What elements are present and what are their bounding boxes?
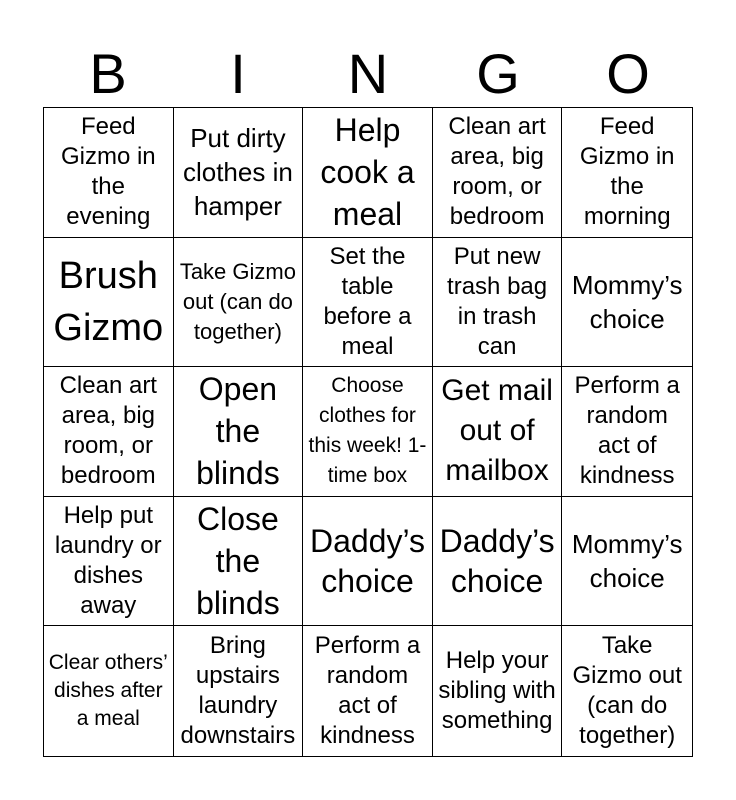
bingo-cell[interactable] bbox=[562, 238, 692, 368]
cell-text: Take Gizmo out (can do together) bbox=[572, 632, 682, 750]
bingo-cell[interactable] bbox=[174, 497, 304, 627]
cell-text: Choose clothes for this week! 1- time box bbox=[308, 374, 427, 488]
cell-text: Clean art area, big room, or bedroom bbox=[59, 372, 157, 490]
bingo-cell[interactable] bbox=[44, 626, 174, 756]
bingo-cell[interactable] bbox=[433, 108, 563, 238]
cell-text: Daddy’s choice bbox=[439, 523, 555, 600]
cell-text: Set the table before a meal bbox=[323, 242, 412, 360]
bingo-cell[interactable] bbox=[433, 626, 563, 756]
bingo-cell[interactable] bbox=[174, 626, 304, 756]
cell-text: Open the blinds bbox=[196, 371, 280, 492]
bingo-cell[interactable] bbox=[303, 626, 433, 756]
bingo-cell[interactable] bbox=[44, 108, 174, 238]
cell-text: Get mail out of mailbox bbox=[441, 374, 553, 488]
cell-text: Perform a random act of kindness bbox=[314, 632, 421, 750]
bingo-header bbox=[43, 40, 693, 108]
cell-text: Put dirty clothes in hamper bbox=[182, 123, 293, 222]
cell-text: Mommy’s choice bbox=[571, 269, 683, 334]
bingo-board bbox=[43, 107, 693, 757]
cell-text: Clear others’ dishes after a meal bbox=[48, 651, 168, 731]
bingo-cell[interactable] bbox=[44, 238, 174, 368]
bingo-cell[interactable] bbox=[44, 367, 174, 497]
bingo-cell[interactable] bbox=[303, 367, 433, 497]
cell-text: Mommy’s choice bbox=[571, 529, 683, 594]
header-letter-n: N bbox=[347, 42, 389, 105]
cell-text: Help your sibling with something bbox=[438, 647, 556, 735]
bingo-cell[interactable] bbox=[433, 238, 563, 368]
bingo-cell[interactable] bbox=[562, 367, 692, 497]
cell-text: Feed Gizmo in the evening bbox=[60, 113, 156, 231]
bingo-cell[interactable] bbox=[303, 108, 433, 238]
bingo-cell[interactable] bbox=[174, 238, 304, 368]
bingo-cell[interactable] bbox=[433, 497, 563, 627]
bingo-cell[interactable] bbox=[562, 108, 692, 238]
header-letter-b: B bbox=[89, 42, 127, 105]
bingo-cell[interactable] bbox=[174, 367, 304, 497]
bingo-cell[interactable] bbox=[174, 108, 304, 238]
bingo-cell[interactable] bbox=[303, 497, 433, 627]
cell-text: Perform a random act of kindness bbox=[574, 372, 680, 490]
bingo-cell[interactable] bbox=[433, 367, 563, 497]
header-letter-g: G bbox=[476, 42, 520, 105]
cell-text: Feed Gizmo in the morning bbox=[579, 113, 675, 231]
cell-text: Bring upstairs laundry downstairs bbox=[180, 632, 296, 750]
cell-text: Daddy’s choice bbox=[309, 523, 425, 600]
bingo-cell[interactable] bbox=[562, 497, 692, 627]
cell-text: Clean art area, big room, or bedroom bbox=[448, 113, 546, 231]
cell-text: Put new trash bag in trash can bbox=[447, 242, 548, 360]
cell-text: Help put laundry or dishes away bbox=[54, 502, 162, 620]
bingo-cell[interactable] bbox=[44, 497, 174, 627]
cell-text: Close the blinds bbox=[196, 501, 280, 622]
header-letter-i: I bbox=[230, 42, 246, 105]
cell-text: Help cook a meal bbox=[320, 112, 415, 233]
cell-text: Brush Gizmo bbox=[53, 254, 164, 349]
bingo-cell[interactable] bbox=[562, 626, 692, 756]
header-letter-o: O bbox=[606, 42, 650, 105]
cell-text: Take Gizmo out (can do together) bbox=[179, 258, 296, 344]
bingo-cell[interactable] bbox=[303, 238, 433, 368]
